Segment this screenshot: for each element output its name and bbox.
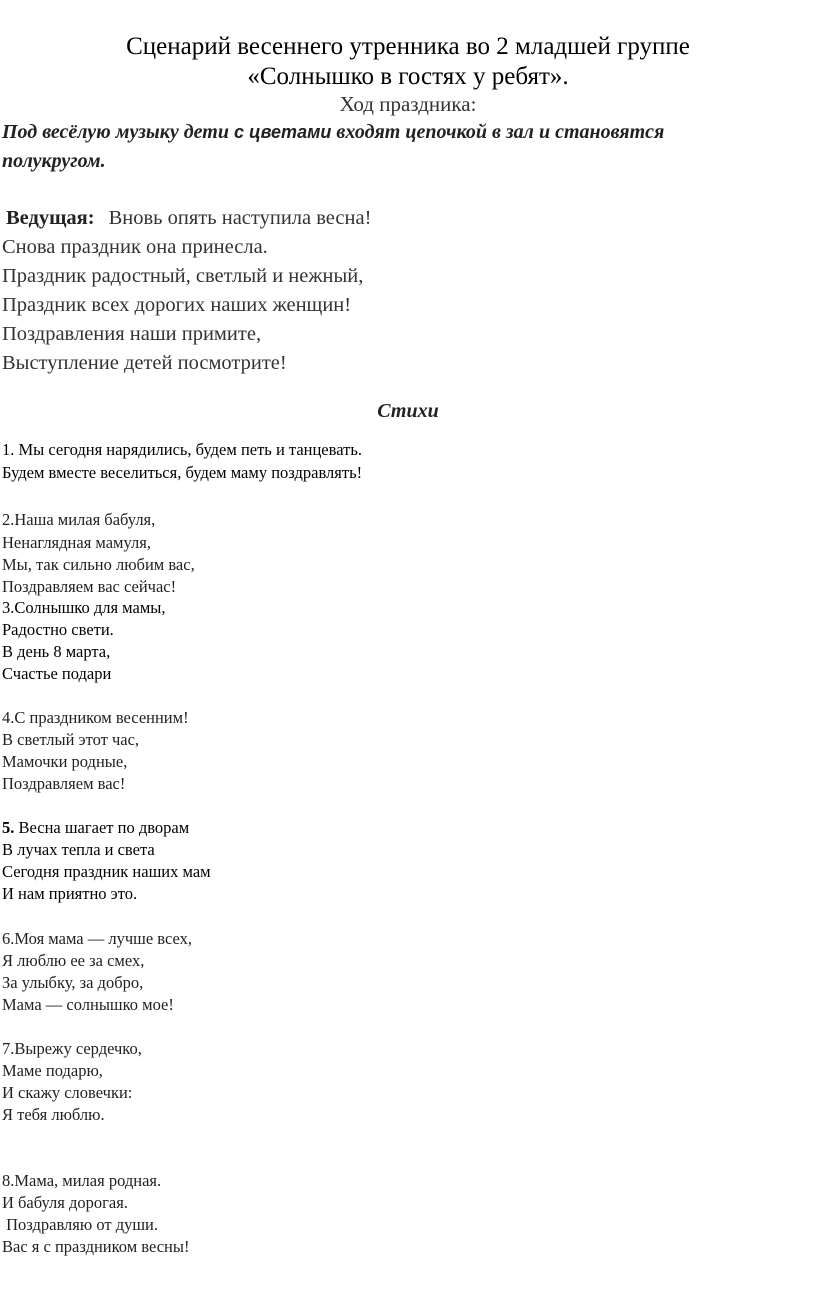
poem-6-line-2: Я люблю ее за смех, (2, 951, 145, 970)
poem-4-line-3: Мамочки родные, (2, 752, 128, 771)
poem-7-line-4: Я тебя люблю. (2, 1105, 105, 1124)
program-subtitle: Ход праздника: (339, 92, 477, 116)
poem-3-line-4: Счастье подари (2, 664, 112, 683)
host-line-2: Снова праздник она принесла. (2, 236, 268, 258)
host-line-4: Праздник всех дорогих наших женщин! (2, 294, 352, 316)
poem-8-line-1: 8.Мама, милая родная. (2, 1171, 162, 1190)
host-line-1 (6, 208, 371, 229)
poem-5-line-1-text: Весна шагает по дворам (14, 818, 190, 837)
poem-1-line-2: Будем вместе веселиться, будем маму поздравлять! (2, 463, 363, 482)
poem-5-number: 5. (2, 818, 15, 837)
host-line-1-text: Вновь опять наступила весна! (108, 207, 372, 229)
poem-5-line-2: В лучах тепла и света (2, 840, 155, 859)
poem-4-line-1: 4.С праздником весенним! (2, 708, 189, 727)
intro-line-2: полукругом. (2, 150, 106, 172)
poem-8-line-3: Поздравляю от души. (2, 1215, 159, 1234)
poem-8-line-4: Вас я с праздником весны! (2, 1237, 190, 1256)
poem-3-line-2: Радостно свети. (2, 620, 114, 639)
document-title-line-1: Сценарий весеннего утренника во 2 младшей группе (126, 33, 690, 60)
poem-7-line-2: Маме подарю, (2, 1061, 103, 1080)
poem-7-line-1: 7.Вырежу сердечко, (2, 1039, 142, 1058)
poem-4-line-4: Поздравляем вас! (2, 774, 126, 793)
intro-text-1: Под весёлую музыку дети (2, 121, 234, 143)
intro-text-3: входят цепочкой в зал и становятся (331, 121, 665, 143)
poem-6-line-4: Мама — солнышко мое! (2, 995, 174, 1014)
poem-2-line-4: Поздравляем вас сейчас! (2, 577, 177, 596)
document-title-line-2: «Солнышко в гостях у ребят». (247, 63, 569, 90)
poem-5-line-1 (2, 820, 189, 837)
poem-3-line-1: 3.Солнышко для мамы, (2, 598, 166, 617)
poem-3-line-3: В день 8 марта, (2, 642, 111, 661)
poem-6-line-1: 6.Моя мама — лучше всех, (2, 929, 192, 948)
host-line-5: Поздравления наши примите, (2, 323, 262, 345)
poem-4-line-2: В светлый этот час, (2, 730, 140, 749)
intro-text-2: с цветами (233, 122, 332, 142)
poem-7-line-3: И скажу словечки: (2, 1083, 133, 1102)
poem-5-line-3: Сегодня праздник наших мам (2, 862, 211, 881)
intro-line-1 (2, 122, 664, 142)
poem-2-line-3: Мы, так сильно любим вас, (2, 555, 195, 574)
host-line-3: Праздник радостный, светлый и нежный, (2, 265, 364, 287)
host-label: Ведущая: (6, 207, 95, 229)
host-line-6: Выступление детей посмотрите! (2, 352, 287, 374)
section-title: Стихи (377, 400, 439, 422)
poem-8-line-2: И бабуля дорогая. (2, 1193, 128, 1212)
poem-2-line-1: 2.Наша милая бабуля, (2, 510, 156, 529)
poem-1-line-1: 1. Мы сегодня нарядились, будем петь и танцевать. (2, 440, 362, 459)
poem-5-line-4: И нам приятно это. (2, 884, 138, 903)
poem-6-line-3: За улыбку, за добро, (2, 973, 144, 992)
poem-2-line-2: Ненаглядная мамуля, (2, 533, 151, 552)
